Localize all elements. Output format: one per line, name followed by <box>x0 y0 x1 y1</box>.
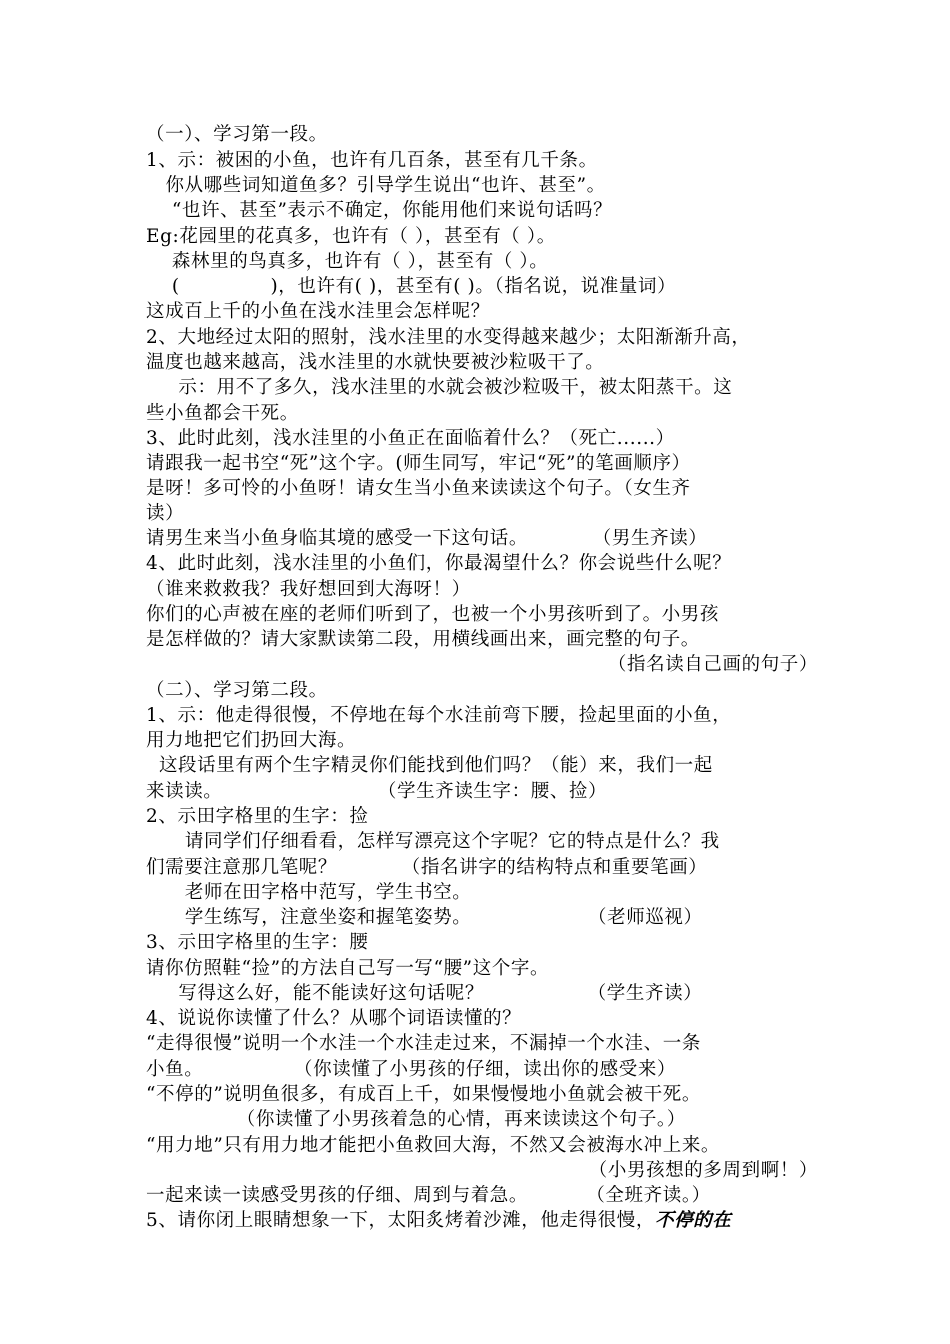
text-line: 小鱼。 （你读懂了小男孩的仔细，读出你的感受来） <box>146 1059 677 1080</box>
text-line: 老师在田字格中范写，学生书空。 <box>146 882 472 903</box>
text-line: “也许、甚至”表示不确定，你能用他们来说句话吗？ <box>146 200 613 221</box>
text-line: （谁来救救我？我好想回到大海呀！） <box>146 579 471 600</box>
text-line: 2、大地经过太阳的照射，浅水洼里的水变得越来越少；太阳渐渐升高， <box>146 327 751 348</box>
text-line: “走得很慢”说明一个水洼一个水洼走过来，不漏掉一个水洼、一条 <box>146 1033 701 1054</box>
text-line: 3、示田字格里的生字：腰 <box>146 932 369 953</box>
text-line: 这段话里有两个生字精灵你们能找到他们吗？（能）来，我们一起 <box>146 755 713 776</box>
text-line: 写得这么好，能不能读好这句话呢？ （学生齐读） <box>146 983 703 1004</box>
text-line: 用力地把它们扔回大海。 <box>146 730 357 751</box>
text-line-body: 5、请你闭上眼睛想象一下，太阳炙烤着沙滩，他走得很慢， <box>146 1210 655 1231</box>
text-line: 1、示：他走得很慢，不停地在每个水洼前弯下腰，捡起里面的小鱼， <box>146 705 732 726</box>
text-line-right: （小男孩想的多周到啊！） <box>588 1160 818 1181</box>
text-line: 2、示田字格里的生字：捡 <box>146 806 369 827</box>
emphasis-text: 不停的在 <box>654 1210 732 1231</box>
text-line: ( )，也许有( )，甚至有( )。（指名说，说准量词） <box>146 276 677 297</box>
text-line: 一起来读一读感受男孩的仔细、周到与着急。 （全班齐读。） <box>146 1185 711 1206</box>
text-line: 温度也越来越高，浅水洼里的水就快要被沙粒吸干了。 <box>146 352 605 373</box>
text-line: 请跟我一起书空“死”这个字。(师生同写，牢记“死”的笔画顺序） <box>146 453 691 474</box>
text-line: 你们的心声被在座的老师们听到了，也被一个小男孩听到了。小男孩 <box>146 604 720 625</box>
text-line: 这成百上千的小鱼在浅水洼里会怎样呢？ <box>146 301 490 322</box>
text-line: 学生练写，注意坐姿和握笔姿势。 （老师巡视） <box>146 907 703 928</box>
text-line: 示：用不了多久，浅水洼里的水就会被沙粒吸干，被太阳蒸干。这 <box>146 377 733 398</box>
text-line: 4、说说你读懂了什么？从哪个词语读懂的？ <box>146 1008 522 1029</box>
text-line: 请你仿照鞋“捡”的方法自己写一写“腰”这个字。 <box>146 958 550 979</box>
heading-section-1: （一）、学习第一段。 <box>146 124 328 145</box>
text-line: 请男生来当小鱼身临其境的感受一下这句话。 （男生齐读） <box>146 528 708 549</box>
text-line: 3、此时此刻，浅水洼里的小鱼正在面临着什么？（死亡......） <box>146 428 675 449</box>
text-line: 4、此时此刻，浅水洼里的小鱼们，你最渴望什么？你会说些什么呢？ <box>146 553 732 574</box>
text-line: 们需要注意那几笔呢？ （指名讲字的结构特点和重要笔画） <box>146 857 708 878</box>
text-line: Eg:花园里的花真多，也许有（ ），甚至有（ ）。 <box>146 226 556 247</box>
text-line: 读） <box>146 503 185 524</box>
heading-section-2: （二）、学习第二段。 <box>146 680 328 701</box>
text-line: 是怎样做的？请大家默读第二段，用横线画出来，画完整的句子。 <box>146 629 700 650</box>
text-line: 些小鱼都会干死。 <box>146 403 299 424</box>
text-line: （你读懂了小男孩着急的心情，再来读读这个句子。） <box>146 1109 686 1130</box>
text-line: 是呀！多可怜的小鱼呀！请女生当小鱼来读读这个句子。（女生齐 <box>146 478 691 499</box>
text-line-right: （指名读自己画的句子） <box>607 654 818 675</box>
text-line: 1、示：被困的小鱼，也许有几百条，甚至有几千条。 <box>146 150 598 171</box>
text-line: 你从哪些词知道鱼多？引导学生说出“也许、甚至”。 <box>146 175 606 196</box>
text-line: “用力地”只有用力地才能把小鱼救回大海，不然又会被海水冲上来。 <box>146 1135 721 1156</box>
text-line: 森林里的鸟真多，也许有（ ），甚至有（ ）。 <box>146 251 549 272</box>
text-line: “不停的”说明鱼很多，有成百上千，如果慢慢地小鱼就会被干死。 <box>146 1084 701 1105</box>
text-line: 来读读。 （学生齐读生字：腰、捡） <box>146 781 608 802</box>
text-line: 请同学们仔细看看，怎样写漂亮这个字呢？它的特点是什么？我 <box>146 831 720 852</box>
text-line-last <box>146 1209 731 1233</box>
